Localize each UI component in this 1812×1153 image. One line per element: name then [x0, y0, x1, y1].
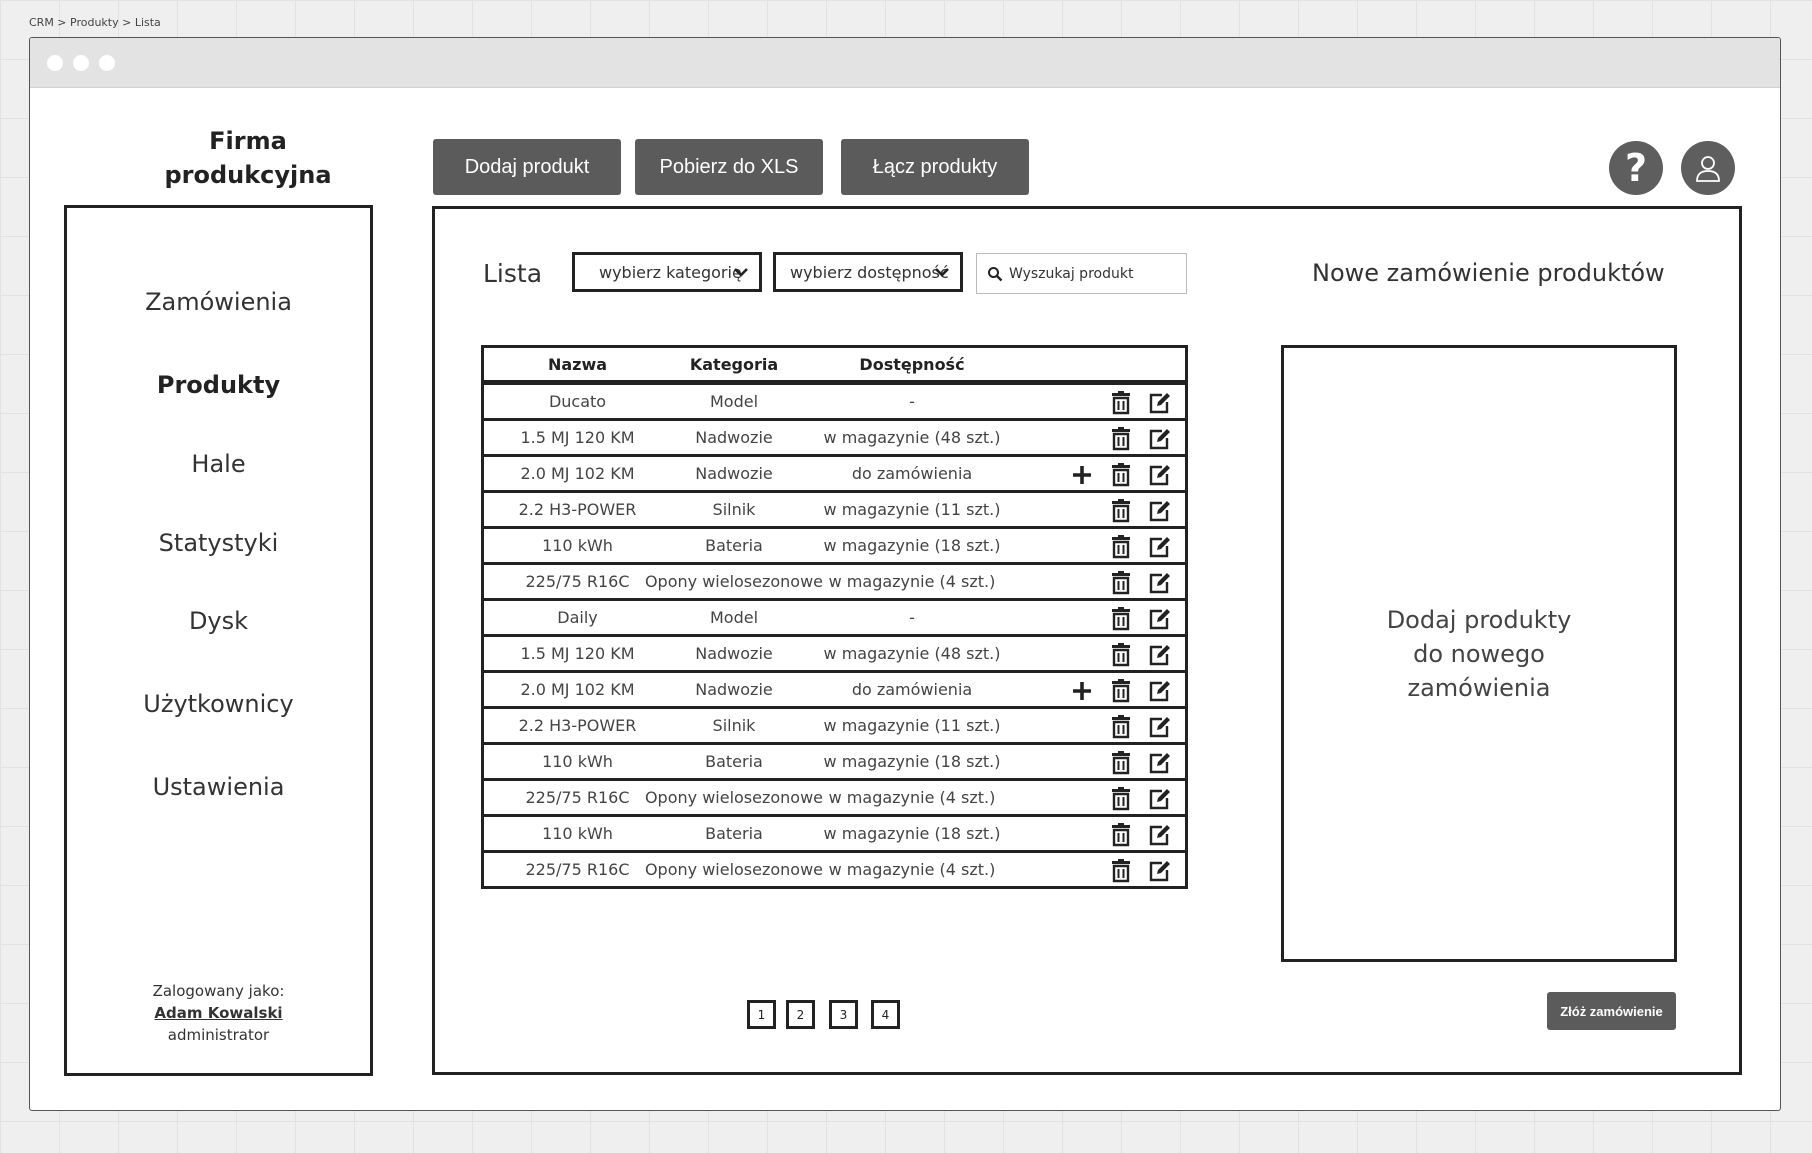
- cell-category: Model: [709, 608, 759, 627]
- window-dot-maximize[interactable]: [99, 55, 115, 71]
- trash-icon: [1110, 463, 1132, 487]
- cell-category: Nadwozie: [695, 428, 773, 447]
- column-header-category: Kategoria: [689, 354, 779, 374]
- submit-order-button[interactable]: Złóż zamówienie: [1547, 992, 1676, 1030]
- cell-availability: w magazynie (18 szt.): [823, 824, 1001, 843]
- search-icon: [987, 266, 1003, 282]
- cell-name: 1.5 MJ 120 KM: [520, 644, 635, 663]
- cell-name: 2.0 MJ 102 KM: [520, 680, 635, 699]
- page-button-3[interactable]: 3: [829, 1000, 858, 1029]
- user-role: administrator: [167, 1026, 270, 1044]
- cell-availability: do zamówienia: [851, 680, 973, 699]
- cell-category: Bateria: [705, 536, 763, 555]
- cell-availability: w magazynie (11 szt.): [823, 716, 1001, 735]
- edit-button[interactable]: [1148, 859, 1172, 883]
- cell-name: 1.5 MJ 120 KM: [520, 428, 635, 447]
- trash-icon: [1110, 643, 1132, 667]
- logged-in-info: [67, 980, 370, 1046]
- trash-icon: [1110, 427, 1132, 451]
- table-row[interactable]: [481, 707, 1188, 745]
- add-product-button[interactable]: Dodaj produkt: [433, 139, 621, 195]
- page-button-4[interactable]: 4: [871, 1000, 900, 1029]
- sidebar-item-produkty[interactable]: Produkty: [156, 371, 281, 399]
- cell-name: 2.0 MJ 102 KM: [520, 464, 635, 483]
- cell-name: Ducato: [548, 392, 607, 411]
- edit-button[interactable]: [1148, 751, 1172, 775]
- sidebar-item-zamowienia[interactable]: Zamówienia: [145, 288, 292, 316]
- table-row[interactable]: [481, 419, 1188, 457]
- availability-select-value: wybierz dostępność: [790, 262, 949, 282]
- window-titlebar: [30, 38, 1780, 88]
- availability-select[interactable]: [773, 252, 963, 292]
- delete-button[interactable]: [1109, 823, 1133, 847]
- trash-icon: [1110, 535, 1132, 559]
- company-name-line2: produkcyjna: [164, 161, 332, 189]
- edit-icon: [1148, 643, 1172, 667]
- page-button-2[interactable]: 2: [786, 1000, 815, 1029]
- trash-icon: [1110, 679, 1132, 703]
- delete-button[interactable]: [1109, 607, 1133, 631]
- edit-icon: [1148, 463, 1172, 487]
- trash-icon: [1110, 607, 1132, 631]
- category-select-value: wybierz kategorię: [599, 262, 742, 282]
- delete-button[interactable]: [1109, 751, 1133, 775]
- edit-icon: [1148, 535, 1172, 559]
- edit-button[interactable]: [1148, 463, 1172, 487]
- list-title: Lista: [483, 259, 543, 288]
- edit-icon: [1148, 391, 1172, 415]
- column-header-name: Nazwa: [547, 354, 608, 374]
- cell-category: Opony wielosezonowe: [644, 572, 824, 591]
- trash-icon: [1110, 715, 1132, 739]
- edit-icon: [1148, 571, 1172, 595]
- help-icon: [1616, 148, 1656, 188]
- cell-name: 225/75 R16C: [525, 860, 630, 879]
- cell-category: Opony wielosezonowe: [644, 860, 824, 879]
- cell-availability: do zamówienia: [851, 464, 973, 483]
- table-row[interactable]: [481, 635, 1188, 673]
- trash-icon: [1110, 823, 1132, 847]
- cell-name: 2.2 H3-POWER: [518, 716, 637, 735]
- trash-icon: [1110, 787, 1132, 811]
- delete-button[interactable]: [1109, 535, 1133, 559]
- cell-availability: w magazynie (48 szt.): [823, 644, 1001, 663]
- cell-category: Silnik: [712, 716, 756, 735]
- cell-category: Nadwozie: [695, 464, 773, 483]
- cell-availability: w magazynie (4 szt.): [828, 860, 996, 879]
- app-window: [29, 37, 1781, 1111]
- edit-icon: [1148, 679, 1172, 703]
- column-header-availability: Dostępność: [859, 354, 965, 374]
- edit-icon: [1148, 499, 1172, 523]
- breadcrumb: CRM > Produkty > Lista: [29, 16, 161, 29]
- edit-button[interactable]: [1148, 427, 1172, 451]
- delete-button[interactable]: [1109, 679, 1133, 703]
- cell-name: 225/75 R16C: [525, 572, 630, 591]
- cell-name: 110 kWh: [542, 752, 613, 771]
- user-icon: [1693, 153, 1723, 183]
- plus-icon: [1071, 680, 1093, 702]
- search-input[interactable]: [976, 253, 1187, 294]
- sidebar-item-statystyki[interactable]: Statystyki: [158, 529, 279, 557]
- table-row[interactable]: [481, 563, 1188, 601]
- delete-button[interactable]: [1109, 571, 1133, 595]
- new-order-empty-text: Dodaj produkty do nowego zamówienia: [1386, 605, 1572, 702]
- table-row[interactable]: [481, 779, 1188, 817]
- sidebar-item-hale[interactable]: Hale: [191, 450, 246, 478]
- delete-button[interactable]: [1109, 643, 1133, 667]
- table-row[interactable]: [481, 671, 1188, 709]
- cell-name: 225/75 R16C: [525, 788, 630, 807]
- page-button-1[interactable]: 1: [747, 1000, 776, 1029]
- cell-category: Nadwozie: [695, 644, 773, 663]
- edit-button[interactable]: [1148, 679, 1172, 703]
- cell-availability: w magazynie (18 szt.): [823, 752, 1001, 771]
- sidebar-item-ustawienia[interactable]: Ustawienia: [152, 773, 285, 801]
- cell-name: 2.2 H3-POWER: [518, 500, 637, 519]
- cell-name: 110 kWh: [542, 824, 613, 843]
- cell-availability: -: [909, 392, 915, 411]
- cell-availability: -: [909, 608, 915, 627]
- delete-button[interactable]: [1109, 859, 1133, 883]
- sidebar-item-dysk[interactable]: Dysk: [188, 607, 249, 635]
- edit-button[interactable]: [1148, 643, 1172, 667]
- delete-button[interactable]: [1109, 391, 1133, 415]
- chevron-down-icon: [934, 264, 950, 280]
- edit-button[interactable]: [1148, 499, 1172, 523]
- table-row[interactable]: [481, 815, 1188, 853]
- sidebar: [64, 205, 373, 1076]
- plus-icon: [1071, 464, 1093, 486]
- delete-button[interactable]: [1109, 715, 1133, 739]
- company-name: [94, 124, 402, 192]
- svg-text:?: ?: [1624, 148, 1648, 188]
- trash-icon: [1110, 751, 1132, 775]
- add-to-order-button[interactable]: [1070, 679, 1094, 703]
- edit-button[interactable]: [1148, 391, 1172, 415]
- sidebar-item-uzytkownicy[interactable]: Użytkownicy: [143, 690, 294, 718]
- edit-icon: [1148, 751, 1172, 775]
- table-row[interactable]: [481, 851, 1188, 889]
- edit-icon: [1148, 859, 1172, 883]
- edit-button[interactable]: [1148, 715, 1172, 739]
- table-row[interactable]: [481, 527, 1188, 565]
- edit-button[interactable]: [1148, 787, 1172, 811]
- company-name-line1: Firma: [209, 127, 287, 155]
- cell-availability: w magazynie (18 szt.): [823, 536, 1001, 555]
- delete-button[interactable]: [1109, 463, 1133, 487]
- delete-button[interactable]: [1109, 427, 1133, 451]
- cell-availability: w magazynie (4 szt.): [828, 572, 996, 591]
- table-row[interactable]: [481, 491, 1188, 529]
- edit-icon: [1148, 607, 1172, 631]
- trash-icon: [1110, 499, 1132, 523]
- cell-availability: w magazynie (11 szt.): [823, 500, 1001, 519]
- main-panel: [432, 206, 1742, 1075]
- edit-button[interactable]: [1148, 607, 1172, 631]
- cell-category: Opony wielosezonowe: [644, 788, 824, 807]
- edit-icon: [1148, 823, 1172, 847]
- user-name-link[interactable]: Adam Kowalski: [154, 1004, 283, 1022]
- logged-in-label: Zalogowany jako:: [152, 982, 285, 1000]
- table-row[interactable]: [481, 383, 1188, 421]
- merge-products-button[interactable]: Łącz produkty: [841, 139, 1029, 195]
- cell-name: 110 kWh: [542, 536, 613, 555]
- edit-icon: [1148, 715, 1172, 739]
- cell-availability: w magazynie (4 szt.): [828, 788, 996, 807]
- cell-name: Daily: [557, 608, 598, 627]
- user-avatar-button[interactable]: [1681, 141, 1735, 195]
- edit-icon: [1148, 787, 1172, 811]
- cell-category: Silnik: [712, 500, 756, 519]
- new-order-title: Nowe zamówienie produktów: [1312, 259, 1665, 287]
- trash-icon: [1110, 571, 1132, 595]
- window-dot-close[interactable]: [47, 55, 63, 71]
- help-button[interactable]: [1609, 141, 1663, 195]
- add-to-order-button[interactable]: [1070, 463, 1094, 487]
- export-xls-button[interactable]: Pobierz do XLS: [635, 139, 823, 195]
- edit-icon: [1148, 427, 1172, 451]
- chevron-down-icon: [733, 264, 749, 280]
- search-placeholder: Wyszukaj produkt: [1009, 265, 1134, 282]
- table-row[interactable]: [481, 455, 1188, 493]
- new-order-dropzone[interactable]: [1281, 345, 1677, 962]
- edit-button[interactable]: [1148, 823, 1172, 847]
- cell-category: Model: [709, 392, 759, 411]
- trash-icon: [1110, 391, 1132, 415]
- cell-availability: w magazynie (48 szt.): [823, 428, 1001, 447]
- cell-category: Bateria: [705, 752, 763, 771]
- window-dot-minimize[interactable]: [73, 55, 89, 71]
- delete-button[interactable]: [1109, 787, 1133, 811]
- table-header: [481, 345, 1188, 383]
- category-select[interactable]: [572, 252, 762, 292]
- edit-button[interactable]: [1148, 571, 1172, 595]
- cell-category: Nadwozie: [695, 680, 773, 699]
- delete-button[interactable]: [1109, 499, 1133, 523]
- table-row[interactable]: [481, 743, 1188, 781]
- trash-icon: [1110, 859, 1132, 883]
- cell-category: Bateria: [705, 824, 763, 843]
- table-row[interactable]: [481, 599, 1188, 637]
- edit-button[interactable]: [1148, 535, 1172, 559]
